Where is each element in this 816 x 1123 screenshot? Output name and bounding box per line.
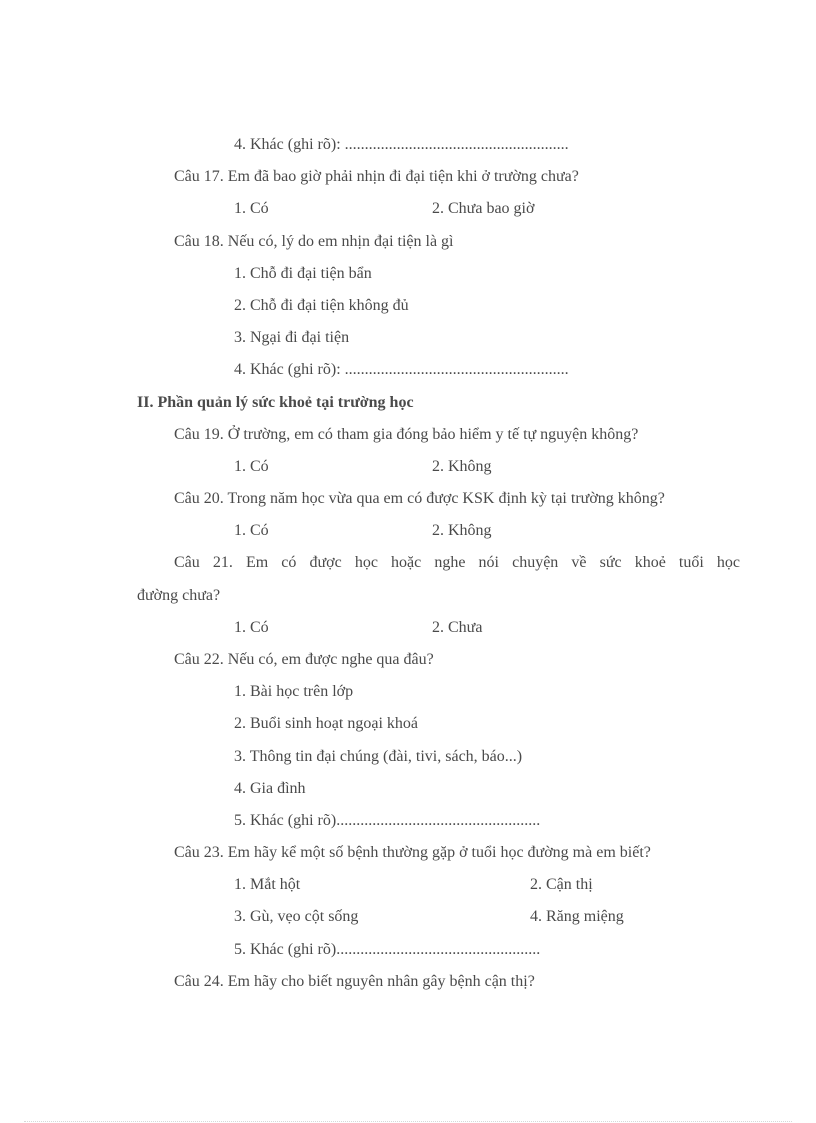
- q23-option-5: 5. Khác (ghi rõ)...................................................: [234, 941, 541, 958]
- q20-option-1: 1. Có: [234, 522, 269, 539]
- q20-option-2: 2. Không: [432, 522, 492, 539]
- q19-option-1: 1. Có: [234, 458, 269, 475]
- question-18: Câu 18. Nếu có, lý do em nhịn đại tiện là gì: [174, 233, 454, 250]
- q19-option-2: 2. Không: [432, 458, 492, 475]
- question-24: Câu 24. Em hãy cho biết nguyên nhân gây bệnh cận thị?: [174, 973, 535, 990]
- page-bottom-rule: [24, 1121, 792, 1122]
- question-21-line-1: Câu 21. Em có được học hoặc nghe nói chuyện về sức khoẻ tuổi học: [174, 554, 740, 571]
- question-19: Câu 19. Ở trường, em có tham gia đóng bảo hiểm y tế tự nguyện không?: [174, 426, 639, 443]
- question-22: Câu 22. Nếu có, em được nghe qua đâu?: [174, 651, 434, 668]
- q17-option-1: 1. Có: [234, 200, 269, 217]
- q22-option-4: 4. Gia đình: [234, 780, 306, 797]
- q23-option-2: 2. Cận thị: [530, 876, 593, 893]
- q23-option-3: 3. Gù, vẹo cột sống: [234, 908, 359, 925]
- q18-option-1: 1. Chỗ đi đại tiện bẩn: [234, 265, 372, 282]
- q21-option-1: 1. Có: [234, 619, 269, 636]
- q16-option-4: 4. Khác (ghi rõ): ........................................................: [234, 136, 569, 153]
- question-17: Câu 17. Em đã bao giờ phải nhịn đi đại tiện khi ở trường chưa?: [174, 168, 579, 185]
- q23-option-1: 1. Mắt hột: [234, 876, 301, 893]
- q22-option-5: 5. Khác (ghi rõ)...................................................: [234, 812, 541, 829]
- question-23: Câu 23. Em hãy kể một số bệnh thường gặp ở tuổi học đường mà em biết?: [174, 844, 651, 861]
- q22-option-3: 3. Thông tin đại chúng (đài, tivi, sách, báo...): [234, 748, 523, 765]
- question-20: Câu 20. Trong năm học vừa qua em có được KSK định kỳ tại trường không?: [174, 490, 665, 507]
- q21-option-2: 2. Chưa: [432, 619, 483, 636]
- section-2-heading: II. Phần quản lý sức khoẻ tại trường học: [137, 394, 414, 411]
- q18-option-3: 3. Ngại đi đại tiện: [234, 329, 350, 346]
- q22-option-2: 2. Buổi sinh hoạt ngoại khoá: [234, 715, 418, 732]
- question-21-line-2: đường chưa?: [137, 587, 221, 604]
- q17-option-2: 2. Chưa bao giờ: [432, 200, 535, 217]
- q18-option-4: 4. Khác (ghi rõ): ........................................................: [234, 361, 569, 378]
- q22-option-1: 1. Bài học trên lớp: [234, 683, 354, 700]
- q18-option-2: 2. Chỗ đi đại tiện không đủ: [234, 297, 409, 314]
- q23-option-4: 4. Răng miệng: [530, 908, 624, 925]
